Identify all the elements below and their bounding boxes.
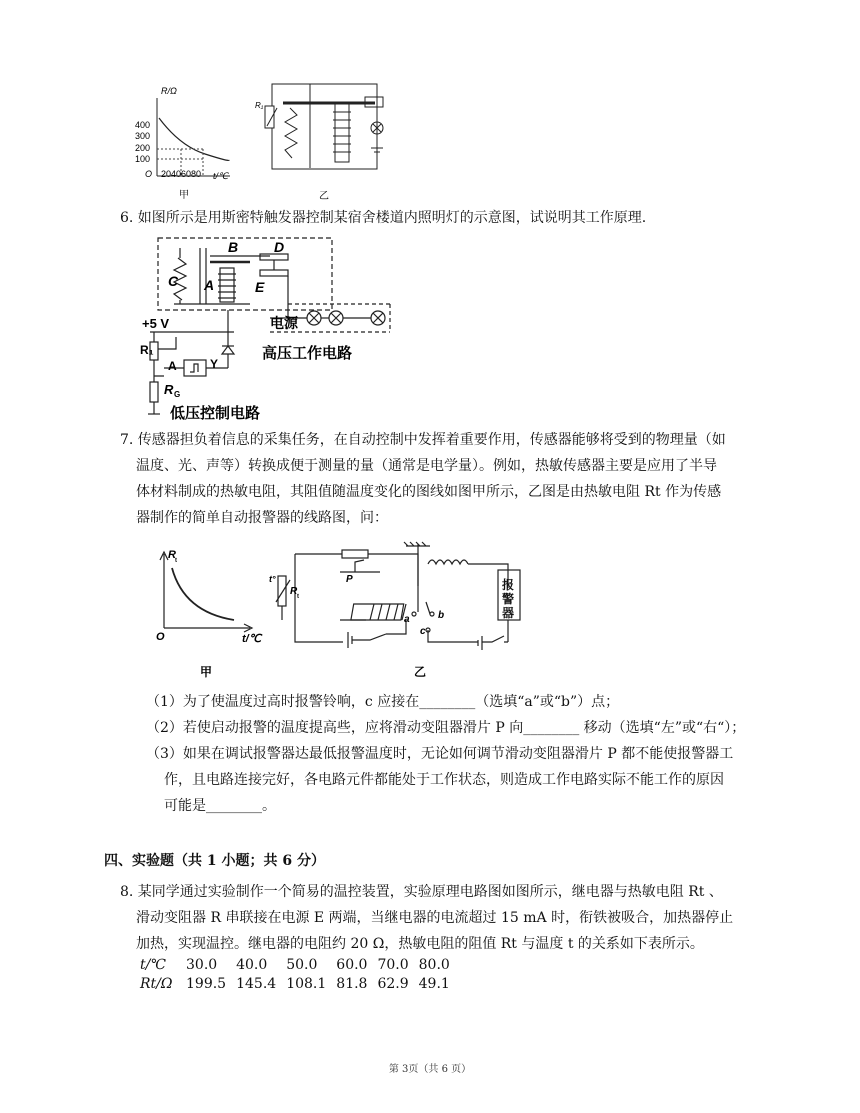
q7-label-left: 甲 <box>200 665 213 679</box>
table-row <box>140 956 460 975</box>
q7-label-c: c <box>420 626 426 637</box>
q8-line-3: 加热，实现温控。继电器的电阻约 20 Ω，热敏电阻的阻值 Rt 与温度 t 的关系如下表所示。 <box>136 936 704 952</box>
q6-label-c: C <box>168 273 179 289</box>
q6-figure <box>140 234 400 424</box>
top-relay <box>265 84 383 169</box>
top-graph-ytick: 200 <box>135 143 151 153</box>
top-graph-origin: O <box>145 169 153 179</box>
q7-line-1: 7. 传感器担负着信息的采集任务，在自动控制中发挥着重要作用，传感器能够将受到的物理量（如 <box>120 432 726 448</box>
q7-alarm-label: 报警器 <box>502 578 515 620</box>
q6-label-r1: R₁ <box>140 343 154 357</box>
q6-label-d: D <box>274 239 285 255</box>
q7-label-rt-sub: t <box>297 594 299 600</box>
page-footer: 第 3页（共 6 页） <box>388 1064 472 1075</box>
q7-sub-3b: 作，且电路连接完好，各电路元件都能处于工作状态，则造成工作电路实际不能工作的原因 <box>164 772 724 788</box>
q6-label-low-circuit: 低压控制电路 <box>170 405 261 422</box>
q7-label-t0: t° <box>269 574 276 584</box>
q7-sub-3a: （3）如果在调试报警器达最低报警温度时，无论如何调节滑动变阻器滑片 P 都不能使报警器工 <box>146 746 734 762</box>
q7-line-3: 体材料制成的热敏电阻，其阻值随温度变化的图线如图甲所示，乙图是由热敏电阻 Rt 作为传感 <box>136 484 722 500</box>
section-4-heading: 四、实验题（共 1 小题；共 6 分） <box>104 853 325 869</box>
q7-sub-1: （1）为了使温度过高时报警铃响，c 应接在________（选填“a”或“b”）点； <box>146 694 620 710</box>
top-label-right: 乙 <box>319 191 329 202</box>
q7-sub-3c: 可能是________。 <box>164 798 276 814</box>
top-graph-ytick: 400 <box>135 120 151 130</box>
q6-label-high-circuit: 高压工作电路 <box>262 345 353 362</box>
q6-label-a: A <box>204 277 215 293</box>
q6-label-a-pin: A <box>168 359 177 373</box>
top-graph-ylabel: R/Ω <box>161 86 177 96</box>
q6-label-power: 电源 <box>270 315 298 331</box>
table-cell: t/℃ <box>140 957 167 973</box>
top-relay-label: R₁ <box>255 101 264 110</box>
top-graph-ytick: 100 <box>135 154 151 164</box>
q7-label-p: P <box>346 574 353 585</box>
top-graph <box>135 86 230 201</box>
table-cell: 62.9 <box>377 976 409 992</box>
q6-label-rg-sub: G <box>174 390 181 399</box>
q7-label-b: b <box>438 610 445 621</box>
q7-label-rt: R <box>290 586 298 597</box>
table-cell: 199.5 <box>186 976 227 992</box>
table-cell: 80.0 <box>418 957 450 973</box>
table-cell: 70.0 <box>377 957 409 973</box>
table-cell: 49.1 <box>418 976 450 992</box>
q7-line-2: 温度、光、声等）转换成便于测量的量（通常是电学量）。例如，热敏传感器主要是应用了半导 <box>136 458 717 474</box>
q8-line-2: 滑动变阻器 R 串联接在电源 E 两端，当继电器的电流超过 15 mA 时，衔铁被吸合，加热器停止 <box>136 910 734 926</box>
top-graph-xlabel: t/℃ <box>213 171 229 181</box>
q6-text: 6. 如图所示是用斯密特触发器控制某宿舍楼道内照明灯的示意图，试说明其工作原理. <box>120 210 647 226</box>
q7-graph-xlabel: t/℃ <box>242 633 262 645</box>
top-graph-ytick: 300 <box>135 131 151 141</box>
q7-graph-ysub: t <box>175 558 177 564</box>
q8-line-1: 8. 某同学通过实验制作一个简易的温控装置，实验原理电路图如图所示，继电器与热敏电阻 Rt 、 <box>120 884 723 900</box>
q7-label-a: a <box>404 614 410 625</box>
table-cell: 145.4 <box>236 976 277 992</box>
table-cell: 60.0 <box>336 957 368 973</box>
q8-table <box>140 956 460 994</box>
q6-label-rg: R <box>164 382 174 397</box>
q7-graph-origin: O <box>156 631 165 643</box>
q6-label-e: E <box>255 279 265 295</box>
q7-figure <box>150 540 540 680</box>
table-cell: 30.0 <box>186 957 218 973</box>
table-cell: 108.1 <box>286 976 327 992</box>
q7-sub-2: （2）若使启动报警的温度提高些，应将滑动变阻器滑片 P 向________ 移动（选填“左”或“右“）； <box>146 720 746 736</box>
table-cell: 50.0 <box>286 957 318 973</box>
table-cell: Rt/Ω <box>140 976 173 992</box>
table-cell: 81.8 <box>336 976 368 992</box>
table-row <box>140 975 460 994</box>
q7-graph-ylabel: R <box>168 549 176 561</box>
q7-label-right: 乙 <box>414 665 427 679</box>
top-graph-xticks: 20406080 <box>161 169 202 179</box>
q7-line-4: 器制作的简单自动报警器的线路图，问： <box>136 510 388 526</box>
top-figure <box>125 78 415 203</box>
q6-label-b: B <box>228 239 239 255</box>
q6-label-vcc: +5 V <box>142 316 170 331</box>
top-label-left: 甲 <box>179 190 189 201</box>
q6-label-y-pin: Y <box>210 357 219 371</box>
table-cell: 40.0 <box>236 957 268 973</box>
